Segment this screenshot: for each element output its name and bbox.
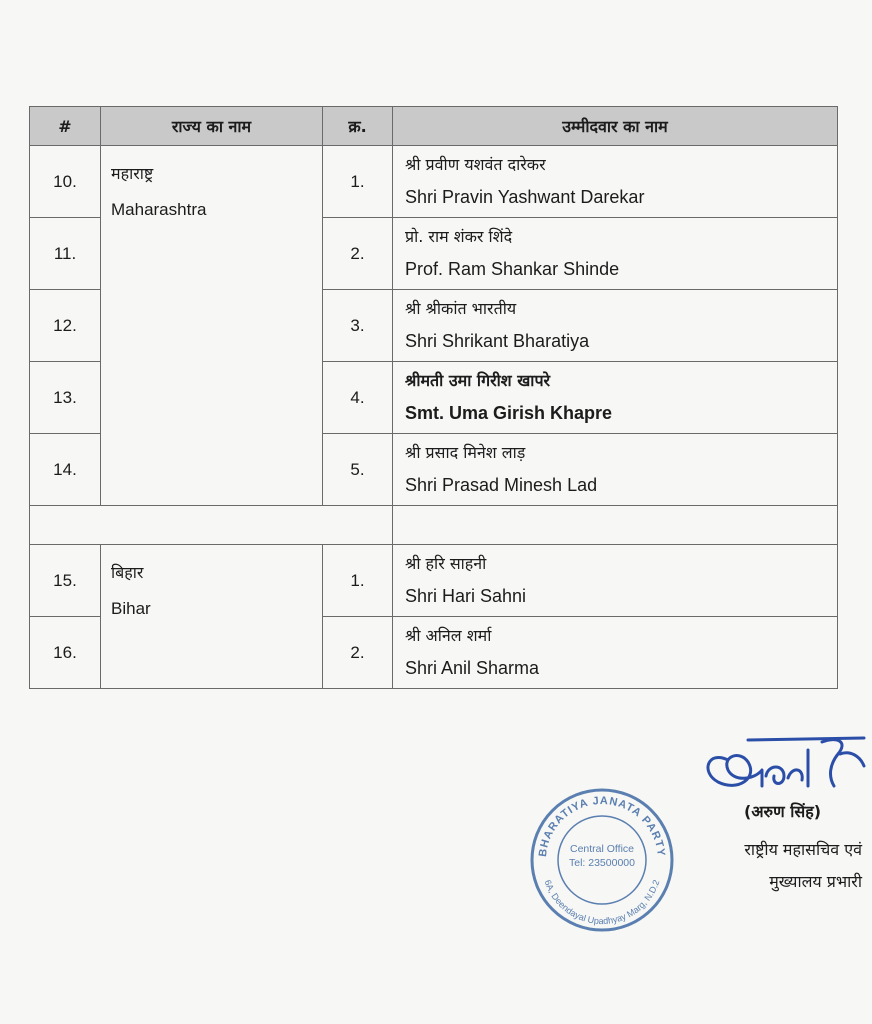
- candidate-name-english: Shri Prasad Minesh Lad: [405, 475, 598, 495]
- svg-text:BHARATIYA JANATA PARTY: BHARATIYA JANATA PARTY: [536, 794, 668, 858]
- candidate-name-hindi: श्रीमती उमा गिरीश खापरे: [405, 371, 551, 390]
- serial-number: 5.: [323, 434, 393, 506]
- row-number: 11.: [30, 218, 101, 290]
- table-row: [30, 545, 838, 617]
- candidate-name-hindi: श्री श्रीकांत भारतीय: [405, 299, 517, 318]
- state-name-hindi: महाराष्ट्र: [111, 164, 154, 183]
- row-number: 13.: [30, 362, 101, 434]
- candidate-name-english: Shri Shrikant Bharatiya: [405, 331, 590, 351]
- row-number: 16.: [30, 617, 101, 689]
- serial-number: 1.: [323, 545, 393, 617]
- header-serial: क्र.: [323, 107, 393, 146]
- serial-number: 1.: [323, 146, 393, 218]
- serial-number: 2.: [323, 218, 393, 290]
- candidate-cell: [393, 290, 838, 362]
- candidate-name-hindi: श्री अनिल शर्मा: [405, 626, 492, 645]
- candidate-name-english: Shri Anil Sharma: [405, 658, 540, 678]
- handwritten-signature: [688, 720, 872, 810]
- signatory-name: (अरुण सिंह): [744, 802, 822, 821]
- candidates-table: [29, 106, 838, 689]
- candidate-name-hindi: श्री हरि साहनी: [405, 554, 487, 573]
- state-cell: [101, 146, 323, 506]
- candidate-cell: [393, 146, 838, 218]
- stamp-center-text: [556, 842, 648, 870]
- candidate-name-english: Prof. Ram Shankar Shinde: [405, 259, 620, 279]
- candidate-cell: [393, 545, 838, 617]
- header-candidate-name: उम्मीदवार का नाम: [393, 107, 838, 146]
- candidate-name-english: Smt. Uma Girish Khapre: [405, 403, 613, 423]
- row-number: 12.: [30, 290, 101, 362]
- stamp-phone: Tel: 23500000: [569, 857, 635, 869]
- serial-number: 4.: [323, 362, 393, 434]
- stamp-office-label: Central Office: [570, 843, 634, 855]
- candidate-name-hindi: श्री प्रसाद मिनेश लाड़: [405, 443, 526, 462]
- candidate-name-english: Shri Hari Sahni: [405, 586, 527, 606]
- candidate-cell: [393, 617, 838, 689]
- state-cell: [101, 545, 323, 689]
- candidate-name-hindi: प्रो. राम शंकर शिंदे: [405, 227, 513, 246]
- svg-text:6A, Deendayal Upadhyay Marg, N: 6A, Deendayal Upadhyay Marg, N.D.2: [542, 878, 662, 927]
- candidate-cell: [393, 362, 838, 434]
- header-number: #: [30, 107, 101, 146]
- designation-line-1: राष्ट्रीय महासचिव एवं: [744, 840, 862, 859]
- signatory-designation: [672, 834, 862, 898]
- designation-line-2: मुख्यालय प्रभारी: [769, 872, 862, 891]
- table-header-row: [30, 107, 838, 146]
- table-spacer-row: [30, 506, 838, 545]
- candidate-cell: [393, 218, 838, 290]
- row-number: 15.: [30, 545, 101, 617]
- spacer-cell: [30, 506, 393, 545]
- candidate-cell: [393, 434, 838, 506]
- serial-number: 2.: [323, 617, 393, 689]
- row-number: 10.: [30, 146, 101, 218]
- table-row: [30, 146, 838, 218]
- candidate-name-hindi: श्री प्रवीण यशवंत दारेकर: [405, 155, 546, 174]
- state-name-hindi: बिहार: [111, 563, 144, 582]
- header-state-name: राज्य का नाम: [101, 107, 323, 146]
- spacer-cell: [393, 506, 838, 545]
- candidate-name-english: Shri Pravin Yashwant Darekar: [405, 187, 645, 207]
- state-name-english: Bihar: [111, 599, 151, 618]
- state-name-english: Maharashtra: [111, 200, 207, 219]
- serial-number: 3.: [323, 290, 393, 362]
- row-number: 14.: [30, 434, 101, 506]
